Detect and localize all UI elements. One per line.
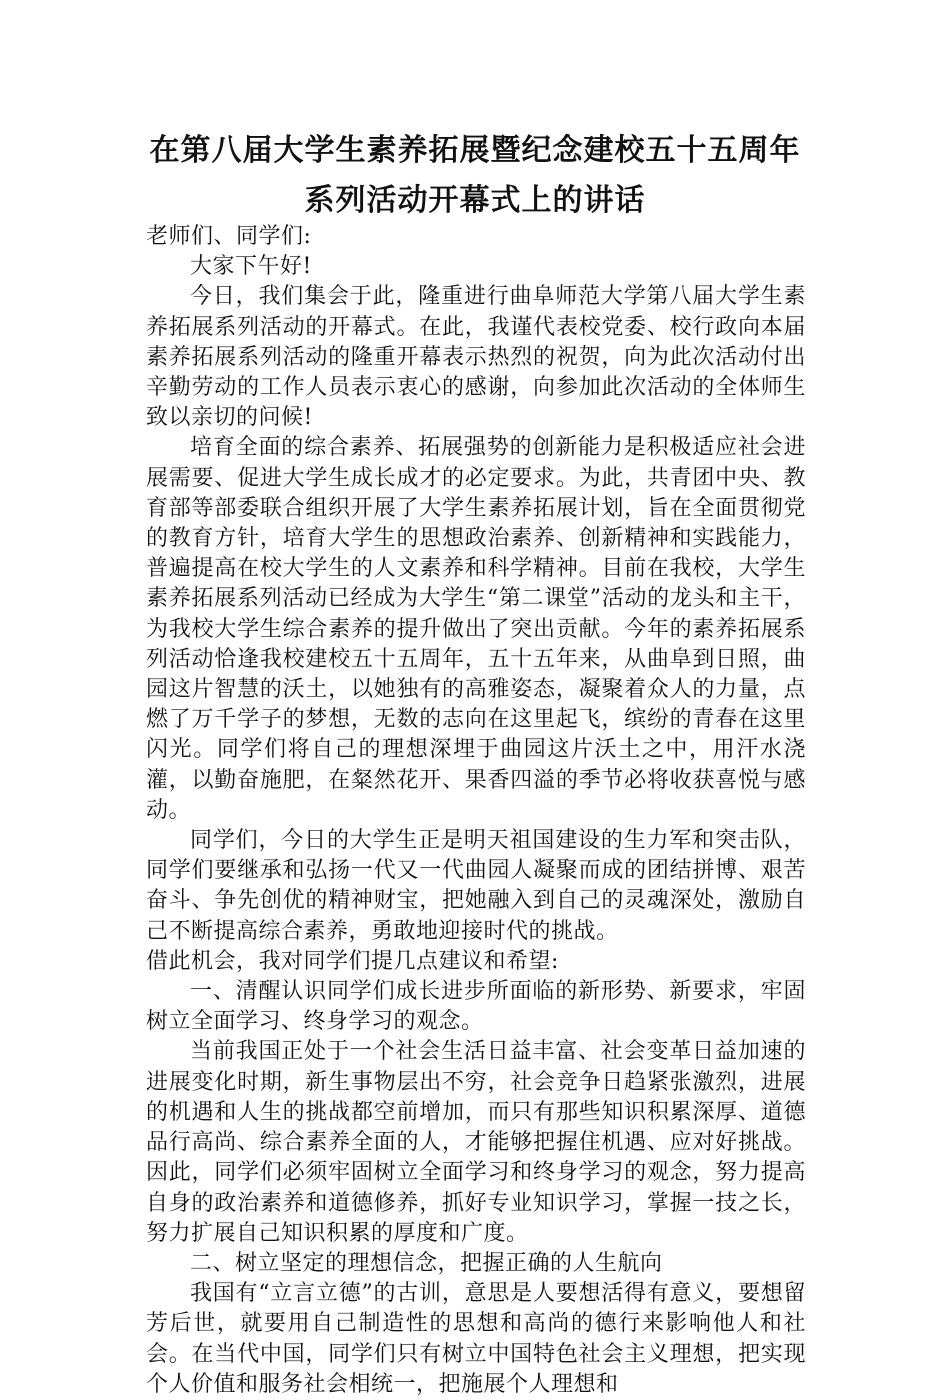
suggestions-intro-paragraph: 借此机会，我对同学们提几点建议和希望: — [146, 948, 559, 974]
document-title-line-2: 系列活动开幕式上的讲话 — [304, 183, 646, 218]
opening-paragraph: 今日，我们集会于此，隆重进行曲阜师范大学第八届大学生素养拓展系列活动的开幕式。在此，我谨代表校党委、校行政向本届素养拓展系列活动的隆重开幕表示热烈的祝贺，向为此次活动付出辛勤劳动的工作人员表示衷心的感谢，向参加此次活动的全体师生致以亲切的问候! — [146, 284, 806, 431]
background-paragraph: 培育全面的综合素养、拓展强势的创新能力是积极适应社会进展需要、促进大学生成长成才的必定要求。为此，共青团中央、教育部等部委联合组织开展了大学生素养拓展计划，旨在全面贯彻党的教育方针，培育大学生的思想政治素养、创新精神和实践能力，普遍提高在校大学生的人文素养和科学精神。目前在我校，大学生素养拓展系列活动已经成为大学生“第二课堂”活动的龙头和主干，为我校大学生综合素养的提升做出了突出贡献。今年的素养拓展系列活动恰逢我校建校五十五周年，五十五年来，从曲阜到日照，曲园这片智慧的沃土，以她独有的高雅姿态，凝聚着众人的力量，点燃了万千学子的梦想，无数的志向在这里起飞，缤纷的青春在这里闪光。同学们将自己的理想深埋于曲园这片沃土之中，用汗水浇灌，以勤奋施肥，在粲然花开、果香四溢的季节必将收获喜悦与感动。 — [146, 435, 806, 823]
section-1-paragraph: 当前我国正处于一个社会生活日益丰富、社会变革日益加速的进展变化时期，新生事物层出不穷，社会竞争日趋紧张激烈，进展的机遇和人生的挑战都空前增加，而只有那些知识积累深厚、道德品行高尚、综合素养全面的人，才能够把握住机遇、应对好挑战。因此，同学们必须牢固树立全面学习和终身学习的观念，努力提高自身的政治素养和道德修养，抓好专业知识学习，掌握一技之长，努力扩展自己知识积累的厚度和广度。 — [146, 1039, 806, 1246]
greeting-paragraph: 大家下午好! — [190, 254, 312, 280]
document-body — [146, 222, 806, 1400]
salutation: 老师们、同学们: — [146, 224, 312, 249]
section-2-paragraph: 我国有“立言立德”的古训，意思是人要想活得有意义，要想留芳后世，就要用自己制造性的思想和高尚的德行来影响他人和社会。在当代中国，同学们只有树立中国特色社会主义理想，把实现个人价值和服务社会相统一，把施展个人理想和 — [146, 1281, 806, 1397]
section-heading-1: 一、清醒认识同学们成长进步所面临的新形势、新要求，牢固树立全面学习、终身学习的观念。 — [146, 979, 806, 1035]
document-title-line-1: 在第八届大学生素养拓展暨纪念建校五十五周年 — [149, 133, 801, 168]
students-paragraph: 同学们，今日的大学生正是明天祖国建设的生力军和突击队，同学们要继承和弘扬一代又一代曲园人凝聚而成的团结拼博、艰苦奋斗、争先创优的精神财宝，把她融入到自己的灵魂深处，激励自己不断提高综合素养，勇敢地迎接时代的挑战。 — [146, 828, 806, 944]
section-heading-2: 二、树立坚定的理想信念，把握正确的人生航向 — [190, 1250, 663, 1276]
